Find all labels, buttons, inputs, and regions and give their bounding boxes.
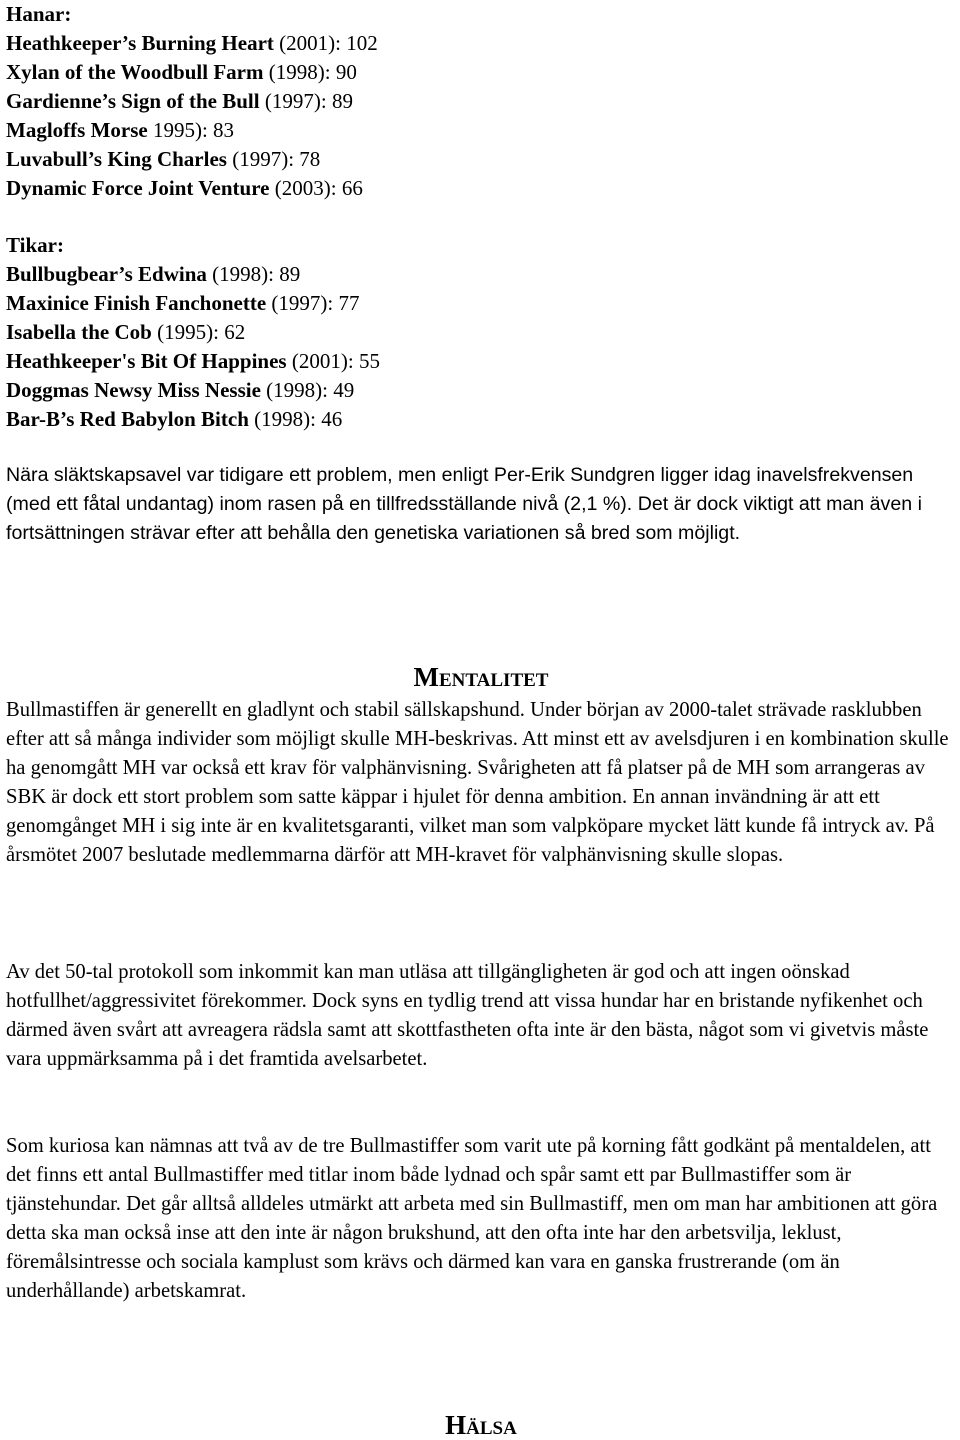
list-item: Heathkeeper’s Burning Heart (2001): 102: [6, 31, 378, 55]
inbreeding-paragraph: Nära släktskapsavel var tidigare ett problem, men enligt Per-Erik Sundgren ligger idag inavelsfrekvensen (med ett fåtal undantag) inom rasen på en tillfredsställande nivå (2,1 %). Det är dock viktigt att man även i fortsättningen strävar efter att behålla den genetiska variationen så bred som möjligt.: [6, 464, 922, 544]
dog-year: (1998): [254, 407, 311, 431]
dog-name: Bullbugbear’s Edwina: [6, 262, 207, 286]
list-item: Luvabull’s King Charles (1997): 78: [6, 147, 321, 171]
dog-year: (1995): [157, 320, 214, 344]
dog-name: Bar-B’s Red Babylon Bitch: [6, 407, 249, 431]
dog-name: Heathkeeper's Bit Of Happines: [6, 349, 287, 373]
dog-score: 83: [213, 118, 235, 142]
females-heading: Tikar:: [6, 233, 64, 257]
dog-score: 77: [338, 291, 360, 315]
dog-year: (1998): [268, 60, 325, 84]
protocol-paragraph: Av det 50-tal protokoll som inkommit kan man utläsa att tillgängligheten är god och att ingen oönskad hotfullhet/aggressivitet förekommer. Dock syns en tydlig trend att vissa hundar har en bristande nyfikenhet och därmed även svårt att avreagera rädsla samt att skottfastheten ofta inte är den bästa, något som vi givetvis måste vara uppmärksamma på i det framtida avelsarbetet.: [6, 961, 929, 1070]
dog-year: (1997): [271, 291, 328, 315]
dog-score: 102: [346, 31, 378, 55]
dog-year: (1998): [212, 262, 269, 286]
dog-year: (1998): [266, 378, 323, 402]
dog-name: Xylan of the Woodbull Farm: [6, 60, 264, 84]
dog-name: Heathkeeper’s Burning Heart: [6, 31, 274, 55]
dog-score: 49: [333, 378, 355, 402]
dog-name: Gardienne’s Sign of the Bull: [6, 89, 260, 113]
list-item: Dynamic Force Joint Venture (2003): 66: [6, 176, 363, 200]
dog-year: (2003): [274, 176, 331, 200]
list-item: Gardienne’s Sign of the Bull (1997): 89: [6, 89, 353, 113]
dog-year: 1995): [152, 118, 202, 142]
dog-name: Dynamic Force Joint Venture: [6, 176, 270, 200]
dog-score: 55: [358, 349, 380, 373]
males-list: [6, 29, 378, 203]
males-section: [6, 0, 378, 203]
females-section: [6, 231, 380, 434]
list-item: Heathkeeper's Bit Of Happines (2001): 55: [6, 349, 380, 373]
dog-score: 66: [341, 176, 363, 200]
dog-score: 78: [299, 147, 321, 171]
dog-name: Isabella the Cob: [6, 320, 152, 344]
list-item: Isabella the Cob (1995): 62: [6, 320, 246, 344]
females-list: [6, 260, 380, 434]
dog-year: (1997): [232, 147, 289, 171]
dog-score: 46: [321, 407, 343, 431]
list-item: Bar-B’s Red Babylon Bitch (1998): 46: [6, 407, 343, 431]
dog-score: 90: [335, 60, 357, 84]
dog-year: (2001): [291, 349, 348, 373]
list-item: Xylan of the Woodbull Farm (1998): 90: [6, 60, 357, 84]
curiosa-paragraph: Som kuriosa kan nämnas att två av de tre Bullmastiffer som varit ute på korning fått godkänt på mentaldelen, att det finns ett antal Bullmastiffer med titlar inom både lydnad och spår samt ett par Bullmastiffer som är tjänstehundar. Det går alltså alldeles utmärkt att arbeta med sin Bullmastiff, men om man har ambitionen att göra detta ska man också inse att den inte är någon brukshund, att den ofta inte har den arbetsvilja, leklust, föremålsintresse och sociala kamplust som krävs och därmed kan vara en ganska frustrerande (om än underhållande) arbetskamrat.: [6, 1135, 938, 1302]
dog-name: Maxinice Finish Fanchonette: [6, 291, 267, 315]
list-item: Bullbugbear’s Edwina (1998): 89: [6, 262, 301, 286]
dog-score: 89: [331, 89, 353, 113]
list-item: Magloffs Morse 1995): 83: [6, 118, 235, 142]
list-item: Maxinice Finish Fanchonette (1997): 77: [6, 291, 360, 315]
list-item: Doggmas Newsy Miss Nessie (1998): 49: [6, 378, 355, 402]
dog-year: (1997): [264, 89, 321, 113]
halsa-heading: Hälsa: [445, 1410, 517, 1440]
mh-paragraph: Bullmastiffen är generellt en gladlynt och stabil sällskapshund. Under början av 2000-talet strävade rasklubben efter att så många individer som möjligt skulle MH-beskrivas. Att minst ett av avelsdjuren i en kombination skulle ha genomgått MH var också ett krav för valphänvisning. Svårigheten att få platser på de MH som arrangeras av SBK är dock ett stort problem som satte käppar i hjulet för denna ambition. En annan invändning är att ett genomgånget MH i sig inte är en kvalitetsgaranti, vilket man som valpköpare mycket lätt kunde få intryck av. På årsmötet 2007 beslutade medlemmarna därför att MH-kravet för valphänvisning skulle slopas.: [6, 699, 949, 866]
dog-year: (2001): [279, 31, 336, 55]
dog-score: 62: [224, 320, 246, 344]
males-heading: Hanar:: [6, 2, 72, 26]
dog-name: Doggmas Newsy Miss Nessie: [6, 378, 261, 402]
dog-name: Luvabull’s King Charles: [6, 147, 227, 171]
dog-score: 89: [279, 262, 301, 286]
mentalitet-heading: Mentalitet: [413, 662, 549, 692]
dog-name: Magloffs Morse: [6, 118, 148, 142]
